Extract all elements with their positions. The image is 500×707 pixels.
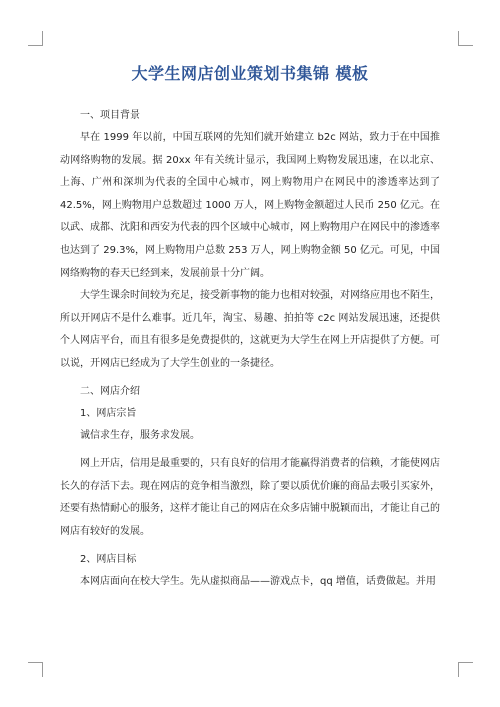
- subheading-shop-purpose: 1、网店宗旨: [80, 407, 137, 419]
- paragraph-background-2: 大学生课余时间较为充足，接受新事物的能力也相对较强，对网络应用也不陌生，所以开网店不是什么难事。近几年，淘宝、易趣、拍拍等 c2c 网站发展迅速，还提供个人网店平台，而且有很多是免费提供的，这就更为大学生在网上开店提供了方便。可以说，开网店已经成为了大学生创业的一条捷径。: [60, 290, 440, 369]
- document-body: [60, 62, 440, 593]
- crop-mark-bottom-left: [28, 662, 43, 677]
- crop-mark-top-right: [458, 31, 473, 46]
- document-title: 大学生网店创业策划书集锦 模板: [131, 64, 369, 83]
- paragraph-shop-purpose: 网上开店，信用是最重要的，只有良好的信用才能赢得消费者的信赖，才能使网店长久的存活下去。现在网店的竞争相当激烈，除了要以质优价廉的商品去吸引买家外，还要有热情耐心的服务，这样才能让自己的网店在众多店铺中脱颖而出，才能让自己的网店有较好的发展。: [60, 458, 440, 537]
- subheading-shop-goal: 2、网店目标: [80, 553, 137, 565]
- section-heading-background: 一、项目背景: [80, 110, 140, 121]
- paragraph-shop-motto: 诚信求生存，服务求发展。: [80, 429, 200, 441]
- section-heading-shop-intro: 二、网店介绍: [80, 385, 140, 397]
- crop-mark-bottom-right: [458, 662, 473, 677]
- paragraph-shop-goal: 本网店面向在校大学生。先从虚拟商品——游戏点卡，qq 增值，话费做起。并用: [80, 575, 436, 587]
- crop-mark-top-left: [28, 31, 43, 46]
- paragraph-background-1: 早在 1999 年以前，中国互联网的先知们就开始建立 b2c 网站，致力于在中国推动网络购物的发展。据 20xx 年有关统计显示，我国网上购物发展迅速，在以北京、上海、广州和深圳为代表的全国中心城市，网上购物用户在网民中的渗透率达到了 42.5%，网上购物用户总数超过 1000 万人，网上购物金额超过人民币 250 亿元。在以武、成都、沈阳和西安为代表的四个区域中心城市，网上购物用户在网民中的渗透率也达到了 29.3%，网上购物用户总数 253 万人，网上购物金额 50 亿元。可见，中国网络购物的春天已经到来，发展前景十分广阔。: [60, 132, 440, 279]
